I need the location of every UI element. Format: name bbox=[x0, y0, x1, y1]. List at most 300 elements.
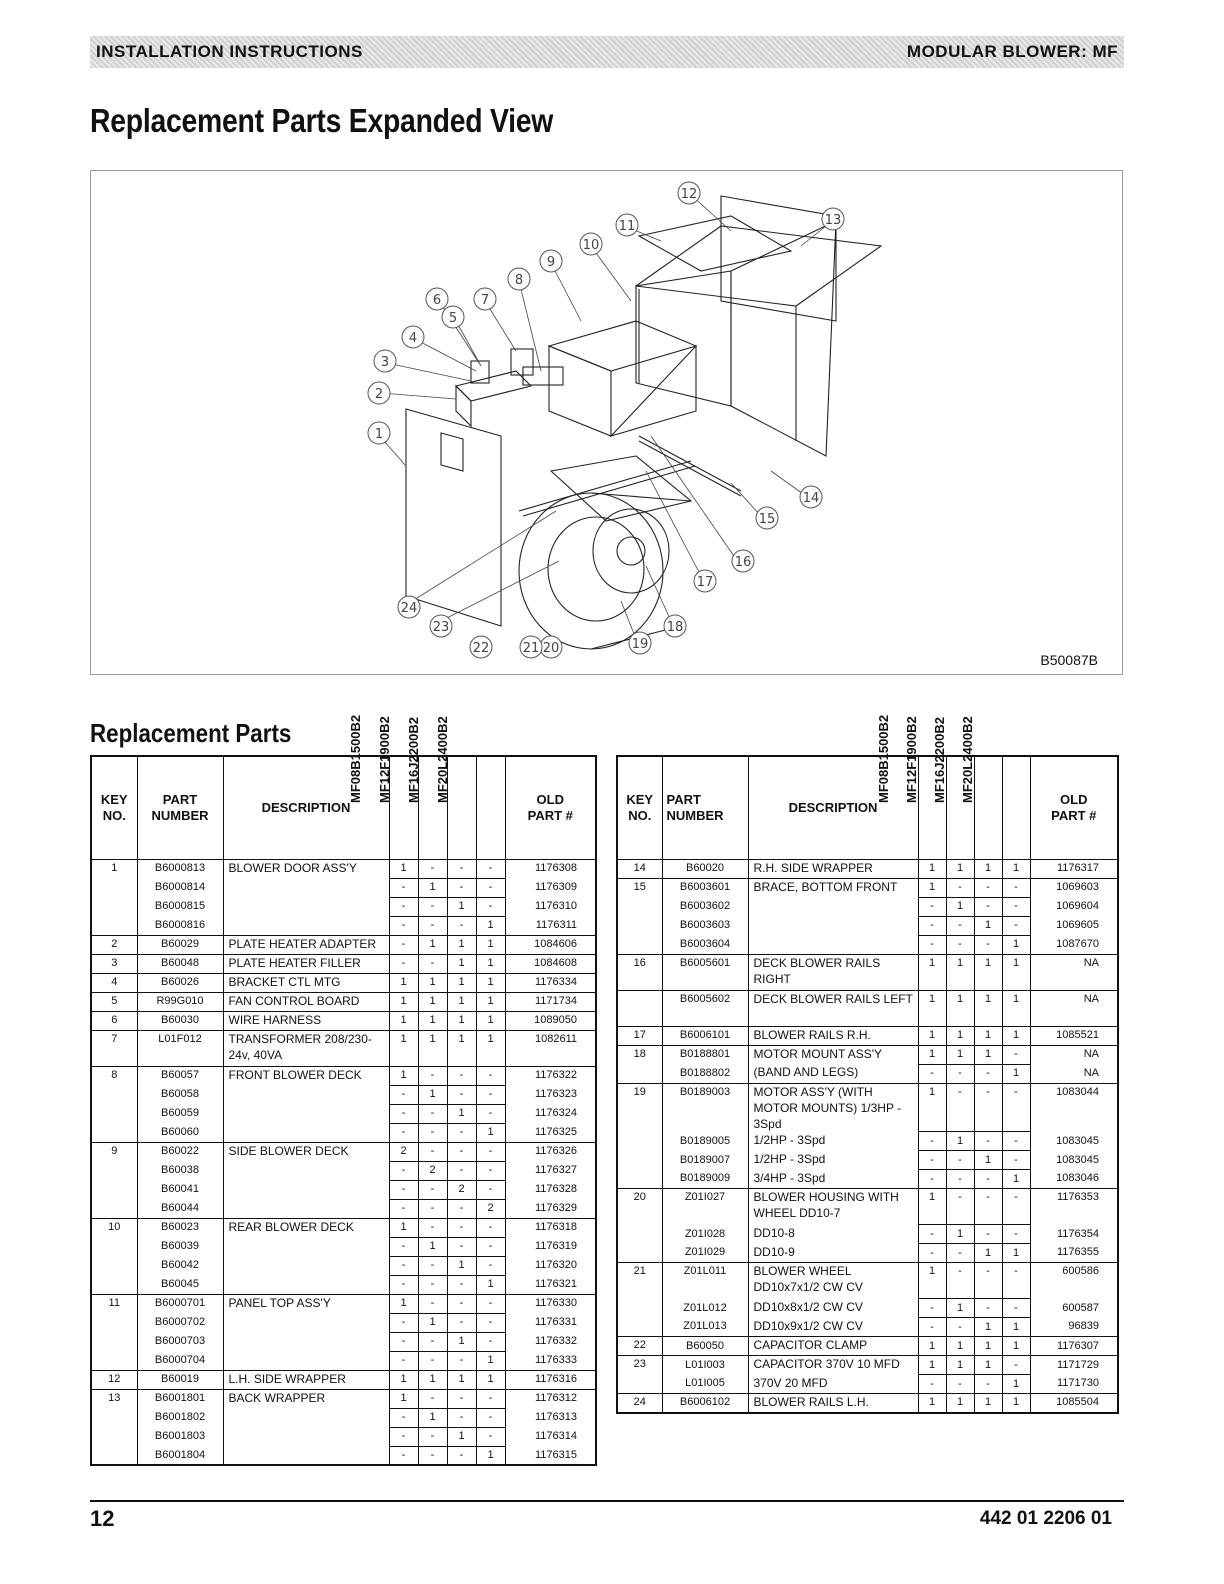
old-part-cell: 1176313 bbox=[505, 1408, 596, 1427]
description-cell: 3/4HP - 3Spd bbox=[748, 1170, 918, 1189]
quantity-cell: 1 bbox=[418, 1408, 447, 1427]
quantity-cell: - bbox=[918, 1225, 946, 1244]
quantity-cell: 1 bbox=[418, 992, 447, 1011]
quantity-cell: - bbox=[389, 1104, 418, 1123]
key-cell bbox=[617, 1151, 662, 1170]
part-number-cell: B6001804 bbox=[137, 1446, 223, 1465]
old-part-cell: 1087670 bbox=[1030, 935, 1118, 954]
quantity-cell: 1 bbox=[447, 992, 476, 1011]
key-cell bbox=[91, 1180, 137, 1199]
old-part-cell: 1176314 bbox=[505, 1427, 596, 1446]
quantity-cell: - bbox=[476, 1389, 505, 1408]
description-cell bbox=[223, 1332, 389, 1351]
part-number-cell: L01F012 bbox=[137, 1030, 223, 1066]
description-cell: BRACKET CTL MTG bbox=[223, 973, 389, 992]
description-cell: BLOWER DOOR ASS'Y bbox=[223, 859, 389, 878]
key-cell: 23 bbox=[617, 1356, 662, 1375]
old-part-cell: 96839 bbox=[1030, 1318, 1118, 1337]
quantity-cell: 1 bbox=[447, 897, 476, 916]
key-cell bbox=[617, 916, 662, 935]
quantity-cell: - bbox=[389, 1427, 418, 1446]
old-part-cell: 1176312 bbox=[505, 1389, 596, 1408]
quantity-cell: - bbox=[447, 1313, 476, 1332]
key-cell: 6 bbox=[91, 1011, 137, 1030]
table-row bbox=[617, 1064, 1118, 1083]
description-cell: 1/2HP - 3Spd bbox=[748, 1151, 918, 1170]
key-cell: 10 bbox=[91, 1218, 137, 1237]
quantity-cell: - bbox=[418, 1104, 447, 1123]
part-number-cell: L01I003 bbox=[662, 1356, 748, 1375]
part-number-cell: B60039 bbox=[137, 1237, 223, 1256]
quantity-cell: 1 bbox=[946, 1026, 974, 1045]
description-cell: DECK BLOWER RAILS RIGHT bbox=[748, 954, 918, 990]
old-part-cell: 1176311 bbox=[505, 916, 596, 935]
quantity-cell: - bbox=[918, 1170, 946, 1189]
part-number-cell: B60019 bbox=[137, 1370, 223, 1389]
quantity-cell: - bbox=[946, 1151, 974, 1170]
key-cell: 3 bbox=[91, 954, 137, 973]
part-number-cell: B6001802 bbox=[137, 1408, 223, 1427]
part-number-cell: Z01I027 bbox=[662, 1189, 748, 1225]
old-part-cell: 1171729 bbox=[1030, 1356, 1118, 1375]
key-cell: 20 bbox=[617, 1189, 662, 1225]
part-number-cell: B6000702 bbox=[137, 1313, 223, 1332]
part-number-cell: B6003602 bbox=[662, 897, 748, 916]
quantity-cell: 1 bbox=[389, 1389, 418, 1408]
callout-15 bbox=[756, 507, 778, 529]
old-part-cell: 1176315 bbox=[505, 1446, 596, 1465]
quantity-cell: 1 bbox=[918, 954, 946, 990]
callout-4 bbox=[402, 326, 424, 348]
callout-3 bbox=[374, 350, 396, 372]
quantity-cell: 1 bbox=[447, 1427, 476, 1446]
drawing-code: B50087B bbox=[1040, 652, 1098, 668]
quantity-cell: - bbox=[476, 1408, 505, 1427]
description-cell: DD10x9x1/2 CW CV bbox=[748, 1318, 918, 1337]
old-part-cell: 1176331 bbox=[505, 1313, 596, 1332]
old-part-cell: 1171734 bbox=[505, 992, 596, 1011]
callout-13 bbox=[822, 208, 844, 230]
part-number-cell: Z01L012 bbox=[662, 1299, 748, 1318]
part-number-cell: Z01I028 bbox=[662, 1225, 748, 1244]
part-number-cell: B6000704 bbox=[137, 1351, 223, 1370]
old-part-cell: 1176307 bbox=[1030, 1337, 1118, 1356]
key-cell: 15 bbox=[617, 878, 662, 897]
old-part-cell: 1176333 bbox=[505, 1351, 596, 1370]
part-number-cell: B0189009 bbox=[662, 1170, 748, 1189]
callout-label-11: 11 bbox=[618, 219, 636, 234]
quantity-cell: 1 bbox=[918, 878, 946, 897]
quantity-cell: - bbox=[476, 1313, 505, 1332]
table-row bbox=[617, 878, 1118, 897]
quantity-cell: 1 bbox=[1002, 1375, 1030, 1394]
key-cell bbox=[91, 897, 137, 916]
description-cell bbox=[223, 1104, 389, 1123]
quantity-cell: - bbox=[918, 1318, 946, 1337]
description-cell bbox=[223, 1256, 389, 1275]
description-cell bbox=[223, 916, 389, 935]
quantity-cell: 1 bbox=[418, 1237, 447, 1256]
key-cell bbox=[617, 1132, 662, 1151]
table-row bbox=[617, 935, 1118, 954]
quantity-cell: 1 bbox=[918, 1337, 946, 1356]
description-cell: SIDE BLOWER DECK bbox=[223, 1142, 389, 1161]
callout-22 bbox=[470, 636, 492, 658]
key-cell: 9 bbox=[91, 1142, 137, 1161]
col-model-4-header: MF20L2400B2 bbox=[1002, 756, 1030, 859]
callout-9 bbox=[540, 250, 562, 272]
key-cell: 24 bbox=[617, 1394, 662, 1413]
description-cell: 370V 20 MFD bbox=[748, 1375, 918, 1394]
quantity-cell: - bbox=[476, 859, 505, 878]
part-number-cell: B6005601 bbox=[662, 954, 748, 990]
key-cell bbox=[91, 1408, 137, 1427]
key-cell bbox=[91, 1199, 137, 1218]
quantity-cell: 1 bbox=[974, 1026, 1002, 1045]
key-cell bbox=[91, 916, 137, 935]
key-cell bbox=[91, 1351, 137, 1370]
old-part-cell: 1176310 bbox=[505, 897, 596, 916]
table-row bbox=[91, 897, 596, 916]
key-cell bbox=[91, 1161, 137, 1180]
quantity-cell: - bbox=[418, 916, 447, 935]
quantity-cell: - bbox=[389, 1256, 418, 1275]
quantity-cell: 1 bbox=[447, 1256, 476, 1275]
quantity-cell: - bbox=[389, 916, 418, 935]
quantity-cell: 1 bbox=[389, 973, 418, 992]
table-row bbox=[91, 1389, 596, 1408]
table-row bbox=[91, 1199, 596, 1218]
description-cell bbox=[223, 878, 389, 897]
table-row bbox=[91, 1294, 596, 1313]
quantity-cell: 1 bbox=[918, 990, 946, 1026]
quantity-cell: - bbox=[1002, 1151, 1030, 1170]
old-part-cell: 1084606 bbox=[505, 935, 596, 954]
quantity-cell: - bbox=[1002, 1045, 1030, 1064]
table-row bbox=[617, 954, 1118, 990]
callout-label-1: 1 bbox=[374, 427, 384, 442]
key-cell: 22 bbox=[617, 1337, 662, 1356]
table-row bbox=[617, 1045, 1118, 1064]
old-part-cell: 1176324 bbox=[505, 1104, 596, 1123]
quantity-cell: - bbox=[447, 1237, 476, 1256]
quantity-cell: - bbox=[974, 935, 1002, 954]
part-number-cell: R99G010 bbox=[137, 992, 223, 1011]
quantity-cell: - bbox=[1002, 1083, 1030, 1132]
old-part-cell: 600587 bbox=[1030, 1299, 1118, 1318]
old-part-cell: 1176334 bbox=[505, 973, 596, 992]
part-number-cell: B0189007 bbox=[662, 1151, 748, 1170]
table-row bbox=[617, 897, 1118, 916]
quantity-cell: 1 bbox=[447, 1011, 476, 1030]
quantity-cell: 1 bbox=[476, 992, 505, 1011]
quantity-cell: - bbox=[418, 897, 447, 916]
quantity-cell: - bbox=[1002, 878, 1030, 897]
quantity-cell: 1 bbox=[476, 1351, 505, 1370]
callout-label-22: 22 bbox=[472, 641, 490, 656]
quantity-cell: - bbox=[389, 1332, 418, 1351]
old-part-cell: 1082611 bbox=[505, 1030, 596, 1066]
table-row bbox=[91, 1123, 596, 1142]
callout-label-18: 18 bbox=[666, 620, 684, 635]
part-number-cell: B6003603 bbox=[662, 916, 748, 935]
callout-11 bbox=[616, 214, 638, 236]
key-cell bbox=[91, 1123, 137, 1142]
callout-label-10: 10 bbox=[582, 238, 600, 253]
quantity-cell: 1 bbox=[389, 1066, 418, 1085]
quantity-cell: - bbox=[1002, 1225, 1030, 1244]
quantity-cell: - bbox=[946, 1189, 974, 1225]
quantity-cell: 1 bbox=[476, 1011, 505, 1030]
quantity-cell: - bbox=[974, 1132, 1002, 1151]
old-part-cell: 1176354 bbox=[1030, 1225, 1118, 1244]
old-part-cell: NA bbox=[1030, 990, 1118, 1026]
old-part-cell: 1084608 bbox=[505, 954, 596, 973]
quantity-cell: - bbox=[1002, 1263, 1030, 1299]
description-cell: PANEL TOP ASS'Y bbox=[223, 1294, 389, 1313]
old-part-cell: 1176326 bbox=[505, 1142, 596, 1161]
quantity-cell: 1 bbox=[918, 859, 946, 878]
col-part-header: PART NUMBER bbox=[137, 756, 223, 859]
quantity-cell: 1 bbox=[476, 916, 505, 935]
table-row bbox=[617, 1026, 1118, 1045]
quantity-cell: - bbox=[447, 859, 476, 878]
callout-label-3: 3 bbox=[380, 355, 390, 370]
quantity-cell: 1 bbox=[918, 1189, 946, 1225]
quantity-cell: 1 bbox=[389, 1030, 418, 1066]
table-row bbox=[617, 990, 1118, 1026]
key-cell: 13 bbox=[91, 1389, 137, 1408]
quantity-cell: 1 bbox=[476, 1275, 505, 1294]
quantity-cell: - bbox=[476, 1237, 505, 1256]
table-row bbox=[91, 935, 596, 954]
quantity-cell: - bbox=[974, 1375, 1002, 1394]
part-number-cell: B6000703 bbox=[137, 1332, 223, 1351]
quantity-cell: - bbox=[389, 1275, 418, 1294]
description-cell: MOTOR MOUNT ASS'Y bbox=[748, 1045, 918, 1064]
key-cell bbox=[617, 1225, 662, 1244]
part-number-cell: Z01L011 bbox=[662, 1263, 748, 1299]
key-cell bbox=[617, 935, 662, 954]
table-row bbox=[91, 1313, 596, 1332]
quantity-cell: 1 bbox=[418, 1085, 447, 1104]
quantity-cell: - bbox=[447, 1142, 476, 1161]
callout-label-5: 5 bbox=[448, 311, 458, 326]
quantity-cell: - bbox=[418, 954, 447, 973]
table-row bbox=[91, 1446, 596, 1465]
part-number-cell: B6003604 bbox=[662, 935, 748, 954]
old-part-cell: 1083045 bbox=[1030, 1151, 1118, 1170]
quantity-cell: - bbox=[418, 1066, 447, 1085]
description-cell bbox=[223, 1427, 389, 1446]
quantity-cell: 1 bbox=[918, 1083, 946, 1132]
quantity-cell: - bbox=[447, 1408, 476, 1427]
key-cell bbox=[617, 1064, 662, 1083]
description-cell bbox=[223, 1199, 389, 1218]
part-number-cell: B60045 bbox=[137, 1275, 223, 1294]
quantity-cell: - bbox=[389, 1180, 418, 1199]
quantity-cell: 1 bbox=[1002, 1170, 1030, 1189]
quantity-cell: 1 bbox=[946, 1299, 974, 1318]
description-cell: BLOWER HOUSING WITH WHEEL DD10-7 bbox=[748, 1189, 918, 1225]
part-number-cell: B60041 bbox=[137, 1180, 223, 1199]
quantity-cell: - bbox=[447, 1161, 476, 1180]
quantity-cell: - bbox=[918, 1299, 946, 1318]
old-part-cell: 1176355 bbox=[1030, 1244, 1118, 1263]
callout-label-4: 4 bbox=[408, 331, 418, 346]
quantity-cell: 1 bbox=[418, 1011, 447, 1030]
description-cell: R.H. SIDE WRAPPER bbox=[748, 859, 918, 878]
quantity-cell: 1 bbox=[1002, 1318, 1030, 1337]
quantity-cell: - bbox=[476, 1218, 505, 1237]
table-row bbox=[91, 1332, 596, 1351]
quantity-cell: 1 bbox=[476, 1123, 505, 1142]
quantity-cell: - bbox=[974, 878, 1002, 897]
old-part-cell: 1176353 bbox=[1030, 1189, 1118, 1225]
col-model-3-header: MF16J2200B2 bbox=[974, 756, 1002, 859]
key-cell bbox=[91, 1332, 137, 1351]
key-cell bbox=[617, 1299, 662, 1318]
header-bar bbox=[90, 36, 1124, 68]
quantity-cell: 1 bbox=[418, 1030, 447, 1066]
quantity-cell: 1 bbox=[946, 1225, 974, 1244]
quantity-cell: - bbox=[447, 1066, 476, 1085]
description-cell bbox=[223, 897, 389, 916]
description-cell: PLATE HEATER FILLER bbox=[223, 954, 389, 973]
quantity-cell: 1 bbox=[918, 1394, 946, 1413]
quantity-cell: 1 bbox=[447, 1370, 476, 1389]
quantity-cell: - bbox=[418, 1199, 447, 1218]
col-key-header: KEY NO. bbox=[617, 756, 662, 859]
quantity-cell: 1 bbox=[476, 1446, 505, 1465]
quantity-cell: - bbox=[918, 1244, 946, 1263]
table-row bbox=[91, 1011, 596, 1030]
part-number-cell: B60023 bbox=[137, 1218, 223, 1237]
footer-rule bbox=[90, 1500, 1124, 1502]
quantity-cell: - bbox=[389, 897, 418, 916]
col-part-header: PART NUMBER bbox=[662, 756, 748, 859]
table-row bbox=[617, 1394, 1118, 1413]
description-cell bbox=[223, 1408, 389, 1427]
quantity-cell: 1 bbox=[1002, 1244, 1030, 1263]
quantity-cell: 1 bbox=[974, 954, 1002, 990]
description-cell: BLOWER RAILS L.H. bbox=[748, 1394, 918, 1413]
table-row bbox=[91, 1427, 596, 1446]
quantity-cell: - bbox=[476, 1066, 505, 1085]
quantity-cell: 1 bbox=[476, 1370, 505, 1389]
description-cell bbox=[223, 1123, 389, 1142]
table-row bbox=[617, 1318, 1118, 1337]
quantity-cell: 1 bbox=[1002, 1394, 1030, 1413]
page-number: 12 bbox=[90, 1506, 115, 1531]
table-row bbox=[91, 1030, 596, 1066]
quantity-cell: - bbox=[476, 1427, 505, 1446]
col-model-1-header: MF08B1500B2 bbox=[389, 756, 418, 859]
quantity-cell: 1 bbox=[974, 1151, 1002, 1170]
old-part-cell: 1176317 bbox=[1030, 859, 1118, 878]
quantity-cell: 2 bbox=[418, 1161, 447, 1180]
quantity-cell: - bbox=[447, 1351, 476, 1370]
old-part-cell: NA bbox=[1030, 1064, 1118, 1083]
quantity-cell: - bbox=[918, 1132, 946, 1151]
callout-10 bbox=[580, 233, 602, 255]
table-row bbox=[617, 1375, 1118, 1394]
quantity-cell: - bbox=[389, 1446, 418, 1465]
callout-label-20: 20 bbox=[542, 641, 560, 656]
quantity-cell: 1 bbox=[1002, 1026, 1030, 1045]
quantity-cell: - bbox=[447, 1218, 476, 1237]
description-cell: DECK BLOWER RAILS LEFT bbox=[748, 990, 918, 1026]
quantity-cell: - bbox=[476, 1256, 505, 1275]
old-part-cell: 1069603 bbox=[1030, 878, 1118, 897]
quantity-cell: 1 bbox=[974, 916, 1002, 935]
description-cell bbox=[748, 897, 918, 916]
quantity-cell: 2 bbox=[447, 1180, 476, 1199]
part-number-cell: B60026 bbox=[137, 973, 223, 992]
table-row bbox=[91, 1408, 596, 1427]
description-cell bbox=[223, 1085, 389, 1104]
description-cell: PLATE HEATER ADAPTER bbox=[223, 935, 389, 954]
quantity-cell: - bbox=[1002, 1299, 1030, 1318]
old-part-cell: 1176328 bbox=[505, 1180, 596, 1199]
quantity-cell: - bbox=[974, 1299, 1002, 1318]
quantity-cell: 1 bbox=[974, 1394, 1002, 1413]
key-cell: 1 bbox=[91, 859, 137, 878]
part-number-cell: B60048 bbox=[137, 954, 223, 973]
table-row bbox=[91, 1256, 596, 1275]
part-number-cell: B6006102 bbox=[662, 1394, 748, 1413]
parts-table-header bbox=[617, 756, 1118, 859]
key-cell bbox=[617, 897, 662, 916]
description-cell: FAN CONTROL BOARD bbox=[223, 992, 389, 1011]
callout-24 bbox=[398, 596, 420, 618]
callout-18 bbox=[664, 615, 686, 637]
key-cell bbox=[91, 1275, 137, 1294]
table-row bbox=[617, 1132, 1118, 1151]
quantity-cell: 1 bbox=[946, 859, 974, 878]
quantity-cell: - bbox=[389, 878, 418, 897]
quantity-cell: - bbox=[389, 1085, 418, 1104]
old-part-cell: 600586 bbox=[1030, 1263, 1118, 1299]
description-cell: TRANSFORMER 208/230-24v, 40VA bbox=[223, 1030, 389, 1066]
callout-14 bbox=[800, 486, 822, 508]
old-part-cell: 1176319 bbox=[505, 1237, 596, 1256]
quantity-cell: - bbox=[974, 1263, 1002, 1299]
callout-label-8: 8 bbox=[514, 273, 524, 288]
description-cell: L.H. SIDE WRAPPER bbox=[223, 1370, 389, 1389]
quantity-cell: - bbox=[418, 859, 447, 878]
part-number-cell: B60058 bbox=[137, 1085, 223, 1104]
description-cell: BRACE, BOTTOM FRONT bbox=[748, 878, 918, 897]
quantity-cell: 1 bbox=[389, 1370, 418, 1389]
callout-23 bbox=[430, 615, 452, 637]
quantity-cell: - bbox=[946, 1170, 974, 1189]
part-number-cell: B60038 bbox=[137, 1161, 223, 1180]
old-part-cell: 1176332 bbox=[505, 1332, 596, 1351]
part-number-cell: B60044 bbox=[137, 1199, 223, 1218]
description-cell bbox=[223, 1351, 389, 1370]
key-cell bbox=[617, 1318, 662, 1337]
quantity-cell: - bbox=[389, 1408, 418, 1427]
quantity-cell: - bbox=[389, 1161, 418, 1180]
table-row bbox=[617, 1299, 1118, 1318]
quantity-cell: - bbox=[1002, 916, 1030, 935]
description-cell: WIRE HARNESS bbox=[223, 1011, 389, 1030]
exploded-view-drawing bbox=[90, 170, 1123, 675]
col-model-2-header: MF12F1900B2 bbox=[418, 756, 447, 859]
col-key-header: KEY NO. bbox=[91, 756, 137, 859]
quantity-cell: 1 bbox=[974, 1244, 1002, 1263]
